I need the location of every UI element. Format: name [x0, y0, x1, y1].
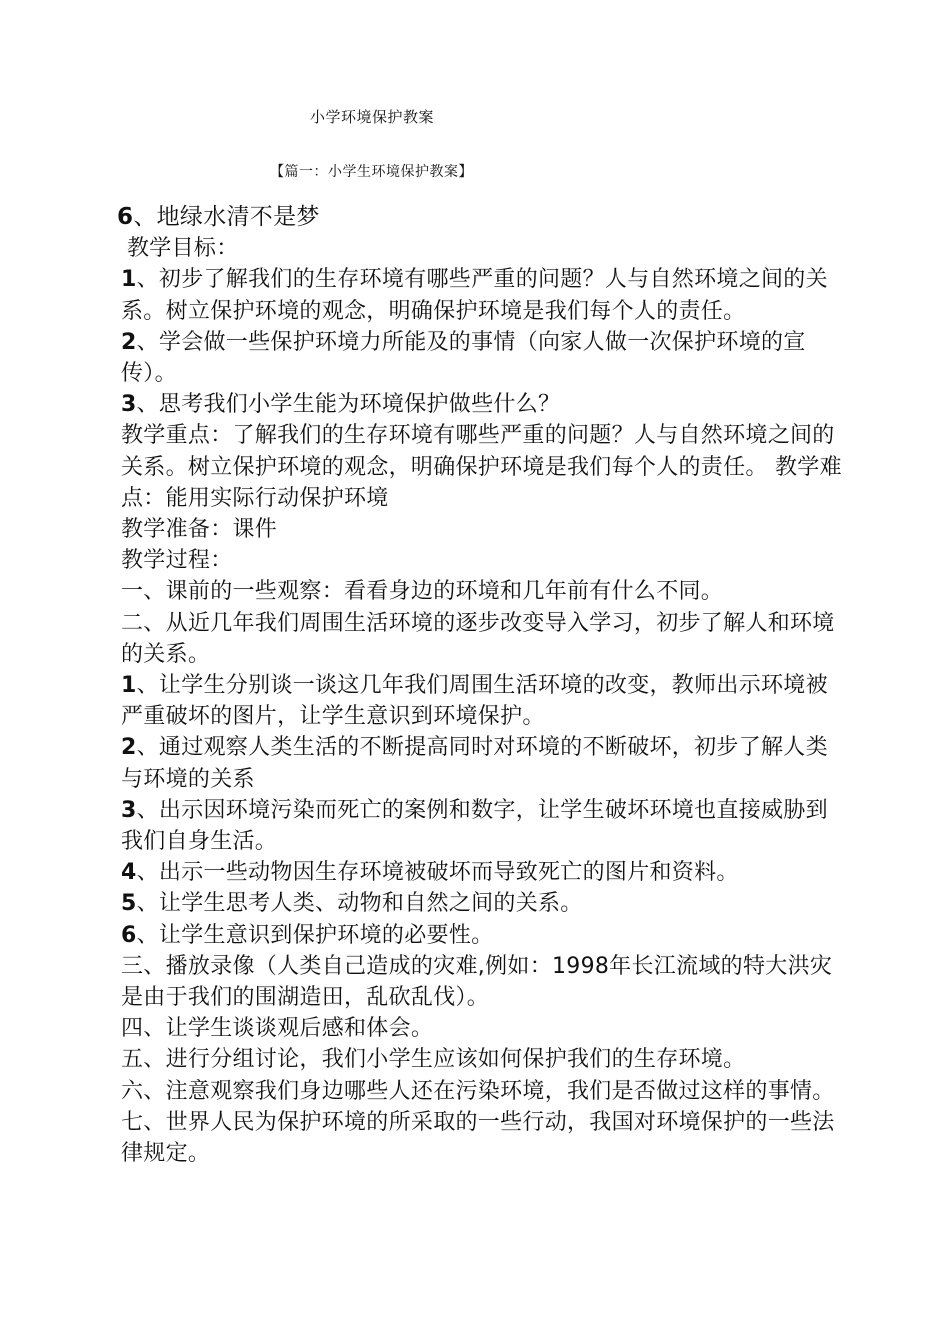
paragraph-text: 、地绿水清不是梦 [133, 204, 320, 230]
item-number: 1 [121, 673, 137, 699]
paragraph-text: 教学准备：课件 [121, 517, 278, 543]
paragraph [117, 1107, 847, 1169]
paragraph [117, 389, 847, 420]
item-number: 4 [121, 860, 137, 886]
paragraph [117, 545, 847, 576]
paragraph-text: 、学会做一些保护环境力所能及的事情（向家人做一次保护环境的宣传）。 [121, 329, 806, 387]
paragraph [117, 327, 847, 389]
paragraph [117, 1044, 847, 1075]
item-number: 6 [121, 922, 137, 948]
paragraph-text: 一、课前的一些观察：看看身边的环境和几年前有什么不同。 [121, 579, 724, 605]
paragraph [117, 202, 847, 233]
paragraph-text: 五、进行分组讨论，我们小学生应该如何保护我们的生存环境。 [121, 1047, 746, 1073]
paragraph-text: 教学过程： [121, 548, 233, 574]
paragraph [117, 264, 847, 326]
paragraph-text: 四、让学生谈谈观后感和体会。 [121, 1016, 434, 1042]
item-number: 3 [121, 797, 137, 823]
paragraph-text: 、初步了解我们的生存环境有哪些严重的问题？人与自然环境之间的关系。树立保护环境的观念，明确保护环境是我们每个人的责任。 [121, 267, 828, 324]
document-title: 小学环境保护教案 [310, 108, 435, 126]
paragraph-text: 七、世界人民为保护环境的所采取的一些行动，我国对环境保护的一些法律规定。 [121, 1109, 835, 1167]
paragraph-text: 六、注意观察我们身边哪些人还在污染环境，我们是否做过这样的事情。 [121, 1078, 835, 1104]
paragraph [117, 888, 847, 919]
paragraph-text: 三、播放录像（人类自己造成的灾难,例如：1998年长江流域的特大洪灾是由于我们的围湖造田，乱砍乱伐）。 [121, 953, 833, 1011]
item-number: 2 [121, 735, 137, 761]
paragraph-text: 教学重点：了解我们的生存环境有哪些严重的问题？人与自然环境之间的关系。树立保护环境的观念，明确保护环境是我们每个人的责任。 教学难点：能用实际行动保护环境 [121, 423, 842, 511]
paragraph [117, 233, 847, 264]
paragraph [117, 951, 847, 1013]
item-number: 3 [121, 392, 137, 418]
paragraph-text: 、出示因环境污染而死亡的案例和数字，让学生破坏环境也直接威胁到我们自身生活。 [121, 797, 828, 855]
paragraph-text: 、让学生意识到保护环境的必要性。 [136, 922, 494, 948]
paragraph-text: 、思考我们小学生能为环境保护做些什么？ [136, 392, 561, 418]
paragraph [117, 795, 847, 857]
paragraph [117, 920, 847, 951]
paragraph [117, 608, 847, 670]
paragraph [117, 1013, 847, 1044]
paragraph [117, 857, 847, 888]
paragraph [117, 514, 847, 545]
item-number: 6 [117, 204, 134, 230]
item-number: 5 [121, 891, 137, 917]
paragraph [117, 670, 847, 732]
paragraph [117, 576, 847, 607]
paragraph [117, 732, 847, 794]
document-subtitle: 【篇一：小学生环境保护教案】 [270, 164, 473, 180]
document-body [117, 202, 847, 1169]
paragraph-text: 、让学生分别谈一谈这几年我们周围生活环境的改变，教师出示环境被严重破坏的图片，让学生意识到环境保护。 [121, 673, 828, 730]
paragraph-text: 、出示一些动物因生存环境被破坏而导致死亡的图片和资料。 [136, 860, 739, 886]
item-number: 1 [121, 267, 137, 293]
paragraph-text: 、通过观察人类生活的不断提高同时对环境的不断破坏，初步了解人类与环境的关系 [121, 735, 828, 792]
paragraph [117, 420, 847, 514]
paragraph-text: 教学目标： [127, 236, 239, 262]
item-number: 2 [121, 329, 137, 355]
paragraph [117, 1076, 847, 1107]
paragraph-text: 二、从近几年我们周围生活环境的逐步改变导入学习，初步了解人和环境的关系。 [121, 610, 835, 667]
paragraph-text: 、让学生思考人类、动物和自然之间的关系。 [136, 891, 583, 917]
